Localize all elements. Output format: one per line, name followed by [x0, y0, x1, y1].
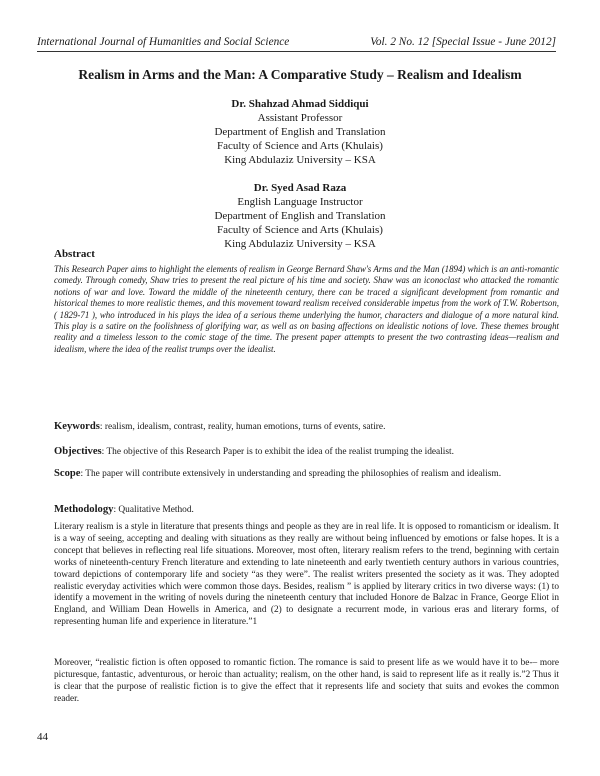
- author-line: Faculty of Science and Arts (Khulais): [217, 140, 383, 152]
- author-name: Dr. Shahzad Ahmad Siddiqui: [231, 98, 369, 110]
- author-line: King Abdulaziz University – KSA: [224, 154, 376, 166]
- scope-line: [54, 468, 559, 480]
- methodology-text: : Qualitative Method.: [113, 505, 194, 515]
- methodology-label: Methodology: [54, 504, 114, 515]
- author-line: King Abdulaziz University – KSA: [224, 238, 376, 250]
- methodology-line: [54, 504, 559, 516]
- body-paragraph-2: Moreover, “realistic fiction is often opposed to romantic fiction. The romance is said to present life as we would have it to be-– more picturesque, fantastic, adventurous, or heroic than actuality; realism, on the other hand, is said to represent life as it really is.”2 Thus it is clear that the purpose of realistic fiction is to give the effect that it represents life and society that suits and evokes the common reader.: [54, 658, 559, 704]
- author-block-1: [0, 97, 600, 167]
- keywords-text: : realism, idealism, contrast, reality, human emotions, turns of events, satire.: [99, 422, 386, 432]
- header-rule: [37, 51, 556, 52]
- journal-name: International Journal of Humanities and Social Science: [37, 36, 290, 48]
- issue-info: Vol. 2 No. 12 [Special Issue - June 2012]: [370, 36, 556, 48]
- objectives-label: Objectives: [54, 446, 102, 457]
- author-line: Assistant Professor: [257, 112, 343, 124]
- author-line: Faculty of Science and Arts (Khulais): [217, 224, 383, 236]
- keywords-line: [54, 421, 559, 433]
- scope-label: Scope: [54, 468, 81, 479]
- body-paragraph-1: Literary realism is a style in literature that presents things and people as they are in real life. It is opposed to romanticism or idealism. It is a way of seeing, accepting and dealing with situations as they really are without being influenced by emotions or false hopes. It is a concept that believes in reflecting real life situations. Moreover, most often, literary realism refers to the trend, beginning with certain works of nineteenth-century French literature and extending to late nineteenth and early twentieth century authors in various countries, toward depictions of contemporary life and society “as they were”. The realist writers presented the society as it was. They adopted realistic everyday activities which were common those days. Besides, realism ” is applied by literary critics in two diverse ways: (1) to identify a movement in the writing of novels during the nineteenth century that included Honore de Balzac in France, George Eliot in England, and William Dean Howells in America, and (2) to designate a recurrent mode, in various eras and literary forms, of representing human life and experience in literature.”1: [54, 522, 559, 628]
- author-block-2: [0, 181, 600, 251]
- author-line: Department of English and Translation: [214, 126, 386, 138]
- objectives-text: : The objective of this Research Paper is to exhibit the idea of the realist trumping the idealist.: [101, 447, 455, 457]
- author-name: Dr. Syed Asad Raza: [253, 182, 347, 194]
- objectives-line: [54, 446, 559, 458]
- scope-text: : The paper will contribute extensively in understanding and spreading the philosophies of realism and idealism.: [80, 469, 502, 479]
- abstract-text: This Research Paper aims to highlight the elements of realism in George Bernard Shaw's Arms and the Man (1894) which is an anti-romantic comedy. Through comedy, Shaw tries to present the real picture of his time and society. Shaw was an iconoclast who attacked the romantic notions of war and love. Toward the middle of the nineteenth century, there can be traced a significant development from romantic and historical themes to more realistic themes, and this movement toward realism received considerable impetus from the work of T.W. Robertson, ( 1829-71 ), who introduced in his plays the idea of a serious theme underlying the humor, characters and dialogue of a more natural kind. This play is a satire on the foolishness of glorifying war, as well as on basing affections on idealistic notions of love. These themes brought reality and a timeless lesson to the comic stage of the time. The present paper attempts to present the two contrasting ideas—realism and idealism, where the idea of the realist trumps over the idealist.: [54, 264, 559, 354]
- author-line: English Language Instructor: [237, 196, 363, 208]
- running-header: [37, 36, 556, 48]
- keywords-label: Keywords: [54, 421, 100, 432]
- abstract-heading: Abstract: [54, 248, 95, 260]
- paper-title: Realism in Arms and the Man: A Comparative Study – Realism and Idealism: [78, 67, 522, 82]
- author-line: Department of English and Translation: [214, 210, 386, 222]
- page-number: 44: [37, 731, 48, 743]
